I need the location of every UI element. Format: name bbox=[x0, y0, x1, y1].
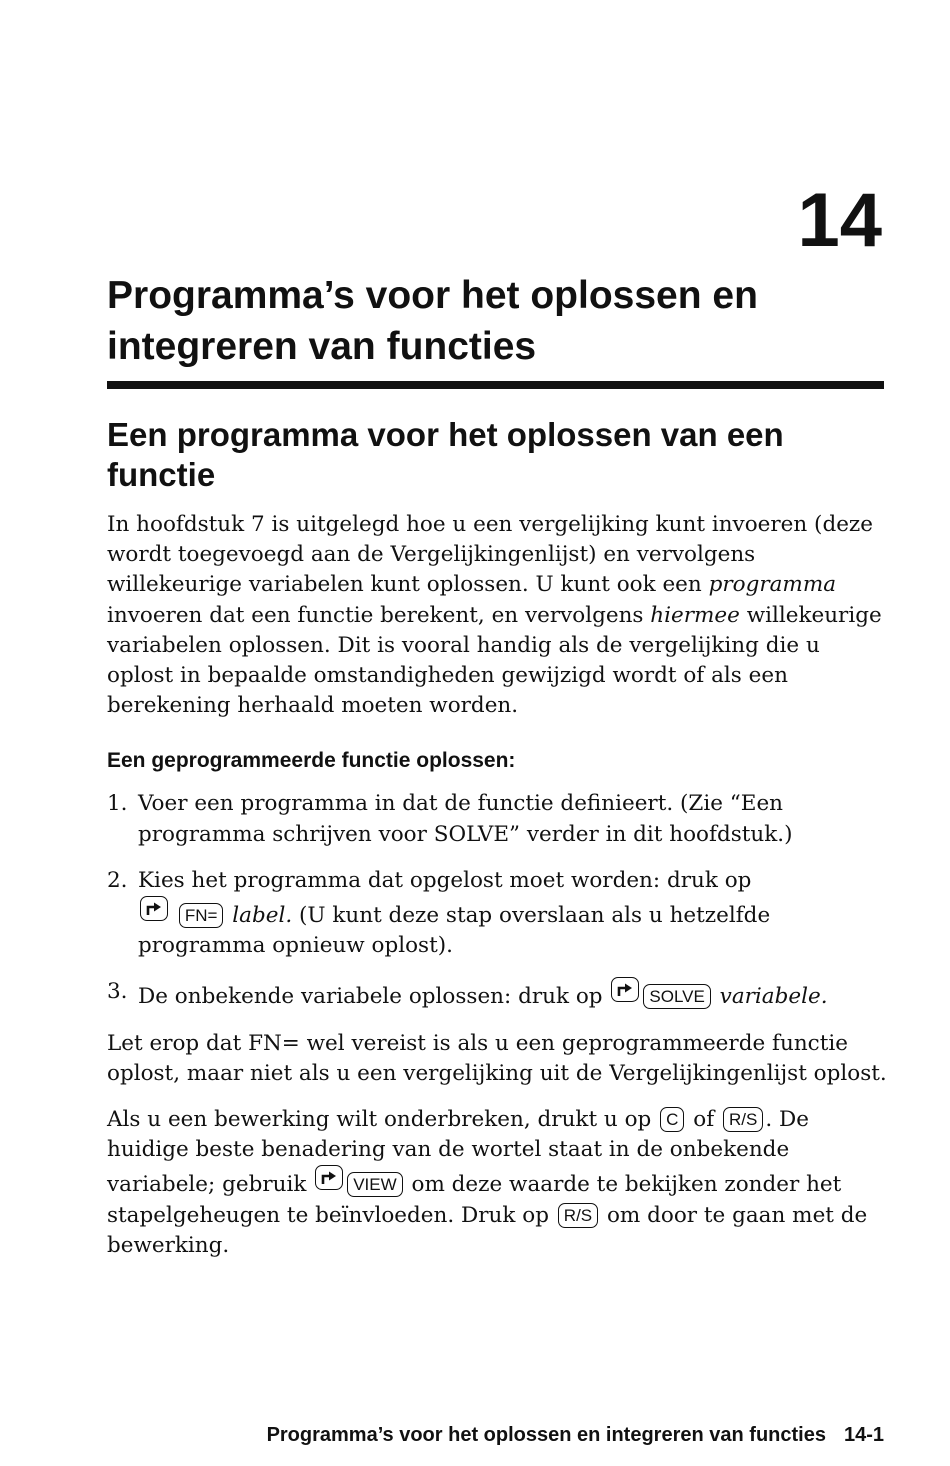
step-number: 1. bbox=[107, 791, 128, 817]
right-shift-arrow-icon bbox=[319, 1169, 339, 1185]
intro-emphasis-programma: programma bbox=[708, 572, 837, 598]
intro-text-1: In hoofdstuk 7 is uitgelegd hoe u een vergelijking kunt invoeren (deze wordt toegevoegd aan de Vergelijkingenlijst) en vervolgens willekeurige variabelen kunt oplossen. U kunt ook een bbox=[107, 512, 873, 598]
step-emphasis-variabele: variabele. bbox=[719, 984, 828, 1010]
step-item bbox=[107, 789, 892, 849]
body-content bbox=[107, 510, 892, 1261]
right-shift-key bbox=[140, 896, 168, 921]
page-footer bbox=[267, 1424, 884, 1447]
interrupt-text-5: om door te gaan met de bewerking. bbox=[107, 1202, 868, 1258]
intro-text-2: invoeren dat een functie berekent, en vervolgens bbox=[107, 602, 651, 628]
subheading: Een geprogrammeerde functie oplossen: bbox=[107, 749, 516, 773]
step-text: Kies het programma dat opgelost moet worden: druk op bbox=[138, 867, 752, 893]
intro-paragraph bbox=[107, 510, 892, 721]
right-shift-arrow-icon bbox=[144, 900, 164, 916]
right-shift-key bbox=[315, 1165, 343, 1190]
interrupt-text-2: of bbox=[686, 1107, 722, 1133]
step-emphasis-label: label. bbox=[232, 903, 293, 929]
interrupt-text-3: . De huidige beste benadering van de wortel staat in de onbekende variabele; gebruik bbox=[107, 1107, 809, 1198]
step-item bbox=[107, 977, 892, 1012]
right-shift-key bbox=[611, 977, 639, 1002]
chapter-number: 14 bbox=[797, 178, 882, 263]
note-paragraph-interrupt bbox=[107, 1105, 892, 1261]
right-shift-arrow-icon bbox=[615, 981, 635, 997]
note-paragraph-fn: Let erop dat FN= wel vereist is als u een geprogrammeerde functie oplost, maar niet als u een vergelijking uit de Vergelijkingenlijst oplost. bbox=[107, 1030, 887, 1086]
step-number: 3. bbox=[107, 979, 128, 1005]
footer-title: Programma’s voor het oplossen en integreren van functies bbox=[266, 1424, 826, 1446]
chapter-rule bbox=[107, 381, 884, 389]
intro-emphasis-hiermee: hiermee bbox=[650, 602, 740, 628]
chapter-title: Programma’s voor het oplossen en integreren van functies bbox=[107, 274, 758, 368]
step-text: De onbekende variabele oplossen: druk op bbox=[138, 984, 610, 1010]
step-item bbox=[107, 866, 892, 962]
run-stop-key: R/S bbox=[558, 1203, 598, 1228]
step-number: 2. bbox=[107, 867, 128, 893]
section-title: Een programma voor het oplossen van een functie bbox=[107, 416, 784, 493]
page-number: 14-1 bbox=[843, 1424, 884, 1446]
steps-list bbox=[107, 789, 892, 1012]
interrupt-text-1: Als u een bewerking wilt onderbreken, drukt u op bbox=[107, 1107, 659, 1133]
run-stop-key: R/S bbox=[723, 1107, 763, 1132]
step-text: Voer een programma in dat de functie definieert. (Zie “Een programma schrijven voor SOLVE” verder in dit hoofdstuk.) bbox=[138, 791, 793, 847]
view-key: VIEW bbox=[347, 1172, 402, 1197]
interrupt-text-4: om deze waarde te bekijken zonder het stapelgeheugen te beïnvloeden. Druk op bbox=[107, 1172, 842, 1228]
fn-equals-key: FN= bbox=[179, 903, 224, 928]
intro-text-3: willekeurige variabelen oplossen. Dit is vooral handig als de vergelijking die u oplost in bepaalde omstandigheden gewijzigd wordt of als een berekening herhaald moeten worden. bbox=[107, 602, 882, 719]
step-text-after: (U kunt deze stap overslaan als u hetzelfde programma opnieuw oplost). bbox=[138, 903, 771, 959]
solve-key: SOLVE bbox=[643, 984, 710, 1009]
c-key: C bbox=[660, 1107, 684, 1132]
